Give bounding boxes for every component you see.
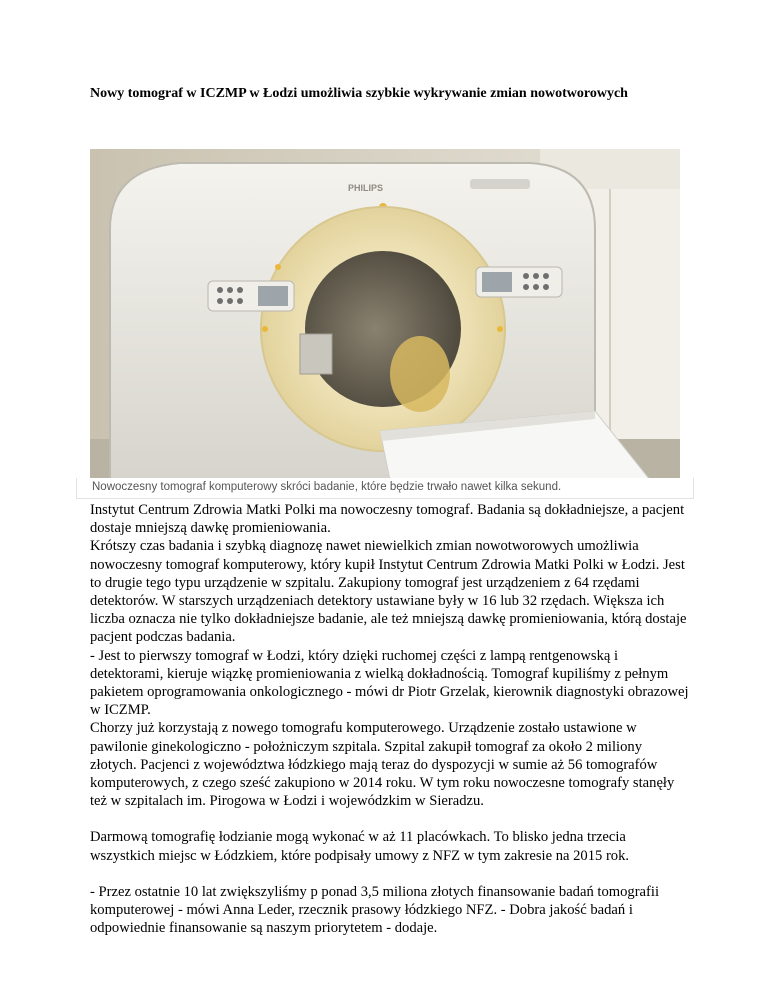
paragraph: - Przez ostatnie 10 lat zwiększyliśmy p ponad 3,5 miliona złotych finansowanie badań tomografii komputerowej - mówi Anna Leder, rzecznik prasowy łódzkiego NFZ. - Dobra jakość badań i odpowiednie finansowanie są naszym priorytetem - dodaje.	[90, 883, 660, 937]
article-body	[90, 501, 690, 937]
paragraph-spacer	[90, 810, 690, 828]
paragraph: - Jest to pierwszy tomograf w Łodzi, który dzięki ruchomej części z lampą rentgenowską i detektorami, kieruje wiązkę promieniowania z wielką dokładnością. Tomograf kupiliśmy z pełnym pakietem oprogramowania onkologicznego - mówi dr Piotr Grzelak, kierownik diagnostyki obrazowej w ICZMP.	[90, 647, 689, 719]
ct-scanner-illustration	[90, 149, 680, 480]
ct-scanner-photo	[90, 149, 680, 480]
paragraph-spacer	[90, 865, 690, 883]
image-caption: Nowoczesny tomograf komputerowy skróci badanie, które będzie trwało nawet kilka sekund.	[92, 481, 562, 493]
paragraph: Darmową tomografię łodzianie mogą wykonać w aż 11 placówkach. To blisko jedna trzecia wszystkich miejsc w Łódzkiem, które podpisały umowy z NFZ w tym zakresie na 2015 rok.	[90, 829, 630, 864]
article-title: Nowy tomograf w ICZMP w Łodzi umożliwia szybkie wykrywanie zmian nowotworowych	[90, 86, 628, 101]
paragraph-lead: Instytut Centrum Zdrowia Matki Polki ma nowoczesny tomograf. Badania są dokładniejsze, a pacjent dostaje mniejszą dawkę promieniowania.	[90, 502, 685, 537]
paragraph: Chorzy już korzystają z nowego tomografu komputerowego. Urządzenie zostało ustawione w pawilonie ginekologiczno - położniczym szpitala. Szpital zakupił tomograf za około 2 miliony złotych. Pacjenci z województwa łódzkiego mają teraz do dyspozycji w sumie aż 56 tomografów komputerowych, z czego sześć zakupiono w 2014 roku. W tym roku nowoczesne tomografy stanęły też w szpitalach im. Pirogowa w Łodzi i wojewódzkim w Sieradzu.	[90, 720, 675, 810]
brand-label: PHILIPS	[348, 183, 384, 193]
image-caption-box	[76, 478, 694, 499]
paragraph: Krótszy czas badania i szybką diagnozę nawet niewielkich zmian nowotworowych umożliwia nowoczesny tomograf komputerowy, który kupił Instytut Centrum Zdrowia Matki Polki w Łodzi. Jest to drugie tego typu urządzenie w szpitalu. Zakupiony tomograf jest urządzeniem z 64 rzędami detektorów. W starszych urządzeniach detektory ustawiane były w 16 lub 32 rzędach. Większa ich liczba oznacza nie tylko dokładniejsze badanie, ale też mniejszą dawkę promieniowania, którą dostaje pacjent podczas badania.	[90, 538, 687, 646]
